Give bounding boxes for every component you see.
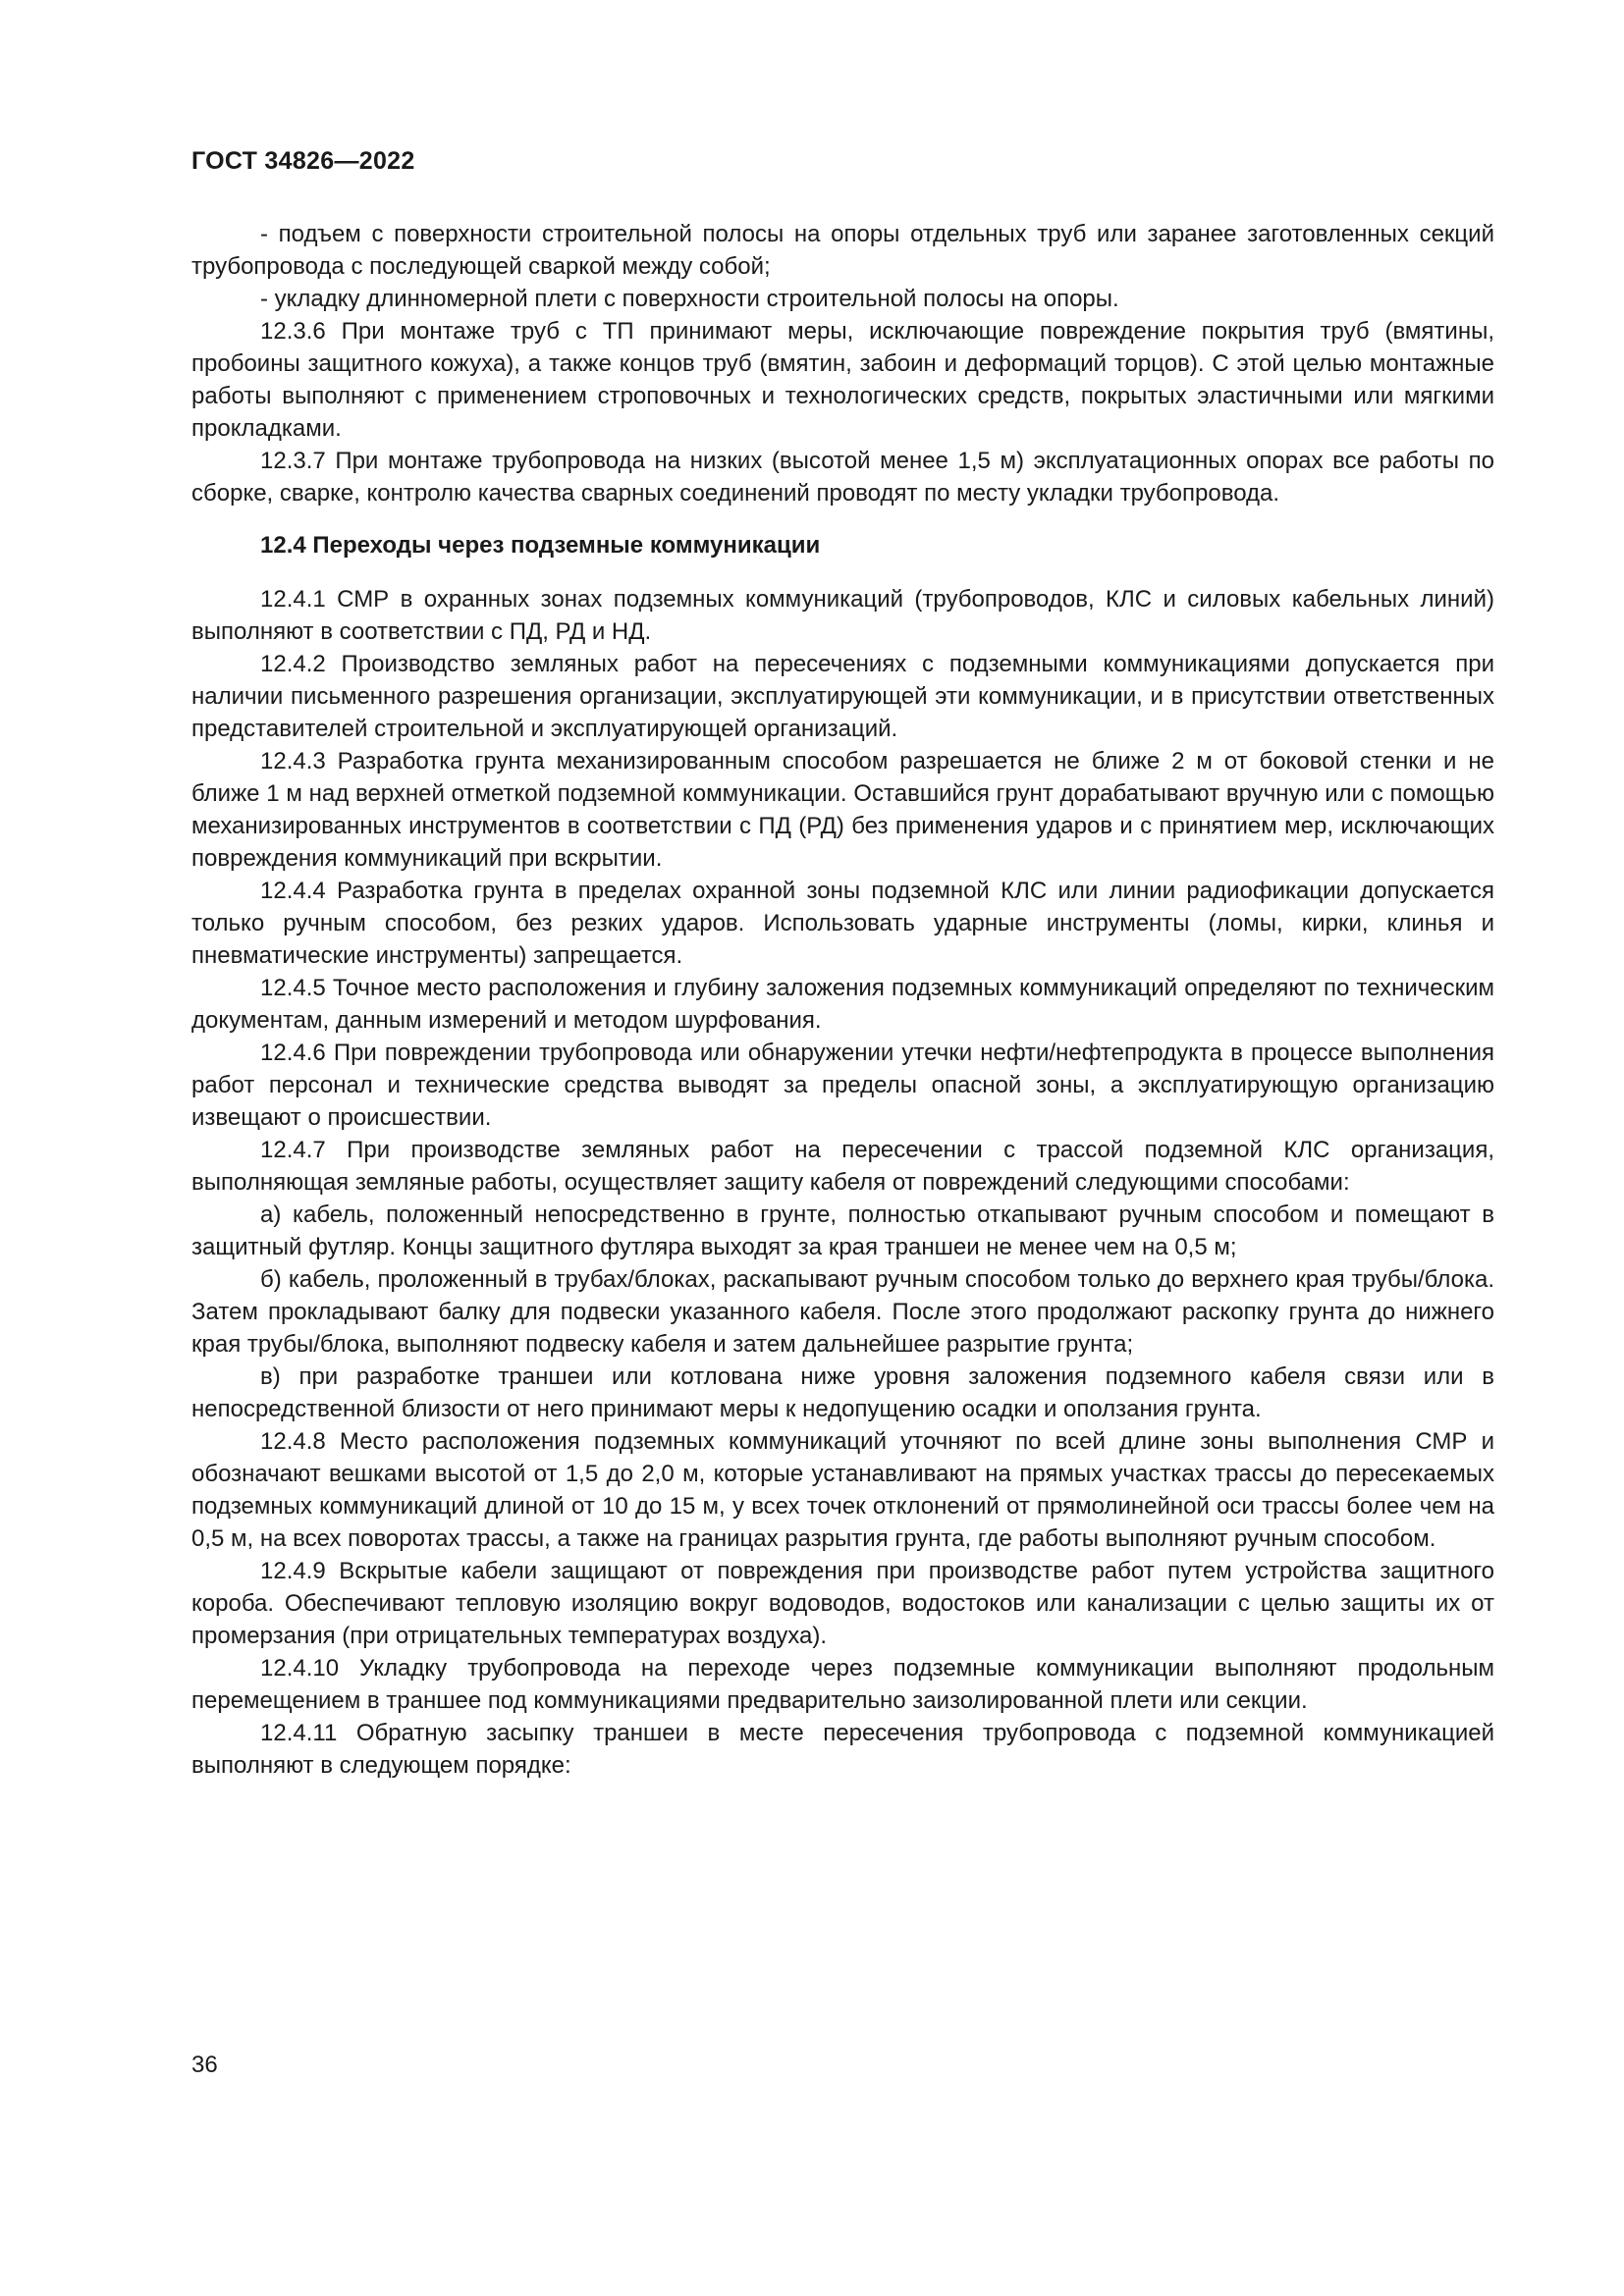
- paragraph: 12.4.11 Обратную засыпку траншеи в месте пересечения трубопровода с подземной коммуникацией выполняют в следующем порядке:: [191, 1720, 1494, 1779]
- paragraph: 12.4.2 Производство земляных работ на пересечениях с подземными коммуникациями допускается при наличии письменного разрешения организации, эксплуатирующей эти коммуникации, и в присутствии ответственных представителей строительной и эксплуатирующей организаций.: [191, 651, 1494, 742]
- paragraph: 12.4.6 При повреждении трубопровода или обнаружении утечки нефти/нефтепродукта в процессе выполнения работ персонал и технические средства выводят за пределы опасной зоны, а эксплуатирующую организацию извещают о происшествии.: [191, 1040, 1494, 1131]
- paragraph: 12.4.8 Место расположения подземных коммуникаций уточняют по всей длине зоны выполнения СМР и обозначают вешками высотой от 1,5 до 2,0 м, которые устанавливают на прямых участках трассы до пересекаемых подземных коммуникаций длиной от 10 до 15 м, у всех точек отклонений от прямолинейной оси трассы более чем на 0,5 м, на всех поворотах трассы, а также на границах разрытия грунта, где работы выполняют ручным способом.: [191, 1428, 1494, 1552]
- paragraph: 12.3.7 При монтаже трубопровода на низких (высотой менее 1,5 м) эксплуатационных опорах все работы по сборке, сварке, контролю качества сварных соединений проводят по месту укладки трубопровода.: [191, 448, 1494, 507]
- paragraph: 12.4.3 Разработка грунта механизированным способом разрешается не ближе 2 м от боковой стенки и не ближе 1 м над верхней отметкой подземной коммуникации. Оставшийся грунт дорабатывают вручную или с помощью механизированных инструментов в соответствии с ПД (РД) без применения ударов и с принятием мер, исключающих повреждения коммуникаций при вскрытии.: [191, 748, 1494, 872]
- list-item: а) кабель, положенный непосредственно в грунте, полностью откапывают ручным способом и помещают в защитный футляр. Концы защитного футляра выходят за края траншеи не менее чем на 0,5 м;: [191, 1201, 1494, 1260]
- paragraph: 12.3.6 При монтаже труб с ТП принимают меры, исключающие повреждение покрытия труб (вмятины, пробоины защитного кожуха), а также концов труб (вмятин, забоин и деформаций торцов). С этой целью монтажные работы выполняют с применением строповочных и технологических средств, покрытых эластичными или мягкими прокладками.: [191, 318, 1494, 442]
- paragraph: 12.4.1 СМР в охранных зонах подземных коммуникаций (трубопроводов, КЛС и силовых кабельных линий) выполняют в соответствии с ПД, РД и НД.: [191, 586, 1494, 645]
- paragraph: 12.4.10 Укладку трубопровода на переходе через подземные коммуникации выполняют продольным перемещением в траншее под коммуникациями предварительно заизолированной плети или секции.: [191, 1655, 1494, 1714]
- list-item: в) при разработке траншеи или котлована ниже уровня заложения подземного кабеля связи или в непосредственной близости от него принимают меры к недопущению осадки и оползания грунта.: [191, 1363, 1494, 1422]
- page-number: 36: [191, 2052, 218, 2078]
- paragraph: - укладку длинномерной плети с поверхности строительной полосы на опоры.: [260, 286, 1119, 312]
- document-code-header: ГОСТ 34826—2022: [191, 147, 415, 175]
- list-item: б) кабель, проложенный в трубах/блоках, раскапывают ручным способом только до верхнего края трубы/блока. Затем прокладывают балку для подвески указанного кабеля. После этого продолжают раскопку грунта до нижнего края трубы/блока, выполняют подвеску кабеля и затем дальнейшее разрытие грунта;: [191, 1266, 1494, 1358]
- document-body: [191, 218, 1494, 1782]
- paragraph: 12.4.4 Разработка грунта в пределах охранной зоны подземной КЛС или линии радиофикации допускается только ручным способом, без резких ударов. Использовать ударные инструменты (ломы, кирки, клинья и пневматические инструменты) запрещается.: [191, 878, 1494, 969]
- paragraph: 12.4.7 При производстве земляных работ на пересечении с трассой подземной КЛС организация, выполняющая земляные работы, осуществляет защиту кабеля от повреждений следующими способами:: [191, 1137, 1494, 1196]
- section-heading: 12.4 Переходы через подземные коммуникации: [260, 532, 821, 559]
- paragraph: 12.4.9 Вскрытые кабели защищают от повреждения при производстве работ путем устройства защитного короба. Обеспечивают тепловую изоляцию вокруг водоводов, водостоков или канализации с целью защиты их от промерзания (при отрицательных температурах воздуха).: [191, 1558, 1494, 1649]
- paragraph: 12.4.5 Точное место расположения и глубину заложения подземных коммуникаций определяют по техническим документам, данным измерений и методом шурфования.: [191, 975, 1494, 1034]
- paragraph: - подъем с поверхности строительной полосы на опоры отдельных труб или заранее заготовленных секций трубопровода с последующей сваркой между собой;: [191, 221, 1494, 280]
